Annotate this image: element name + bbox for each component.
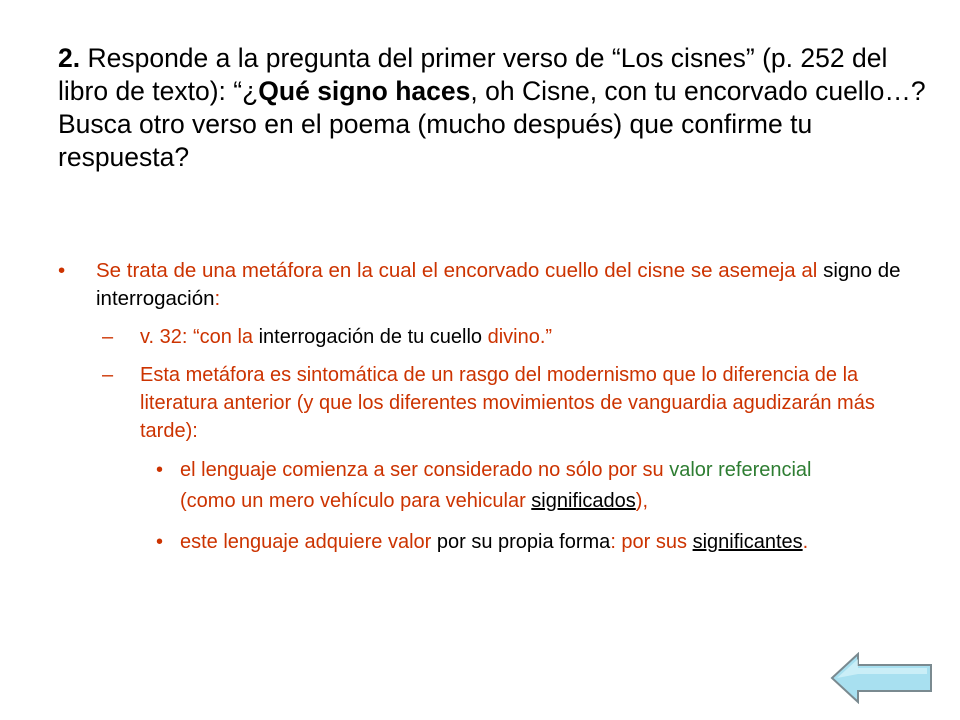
sub3-text-a: el lenguaje comienza a ser considerado no sólo por su: [180, 459, 670, 481]
sub4-text-a: este lenguaje adquiere: [180, 531, 388, 553]
sub-sub-bullet-referential: [58, 455, 860, 517]
sub-bullet-modernism: [58, 361, 880, 445]
title-bold-quote: Qué signo haces: [258, 76, 471, 106]
back-button[interactable]: [830, 652, 934, 704]
answer-list: [58, 257, 918, 568]
question-number: 2.: [58, 43, 81, 73]
sub4-text-f: significantes: [692, 531, 803, 553]
bullet1-text-c: :: [214, 287, 221, 310]
sub1-text-c: divino.”: [482, 326, 553, 348]
sub1-text-a: v. 32: “con la: [140, 326, 259, 348]
dash-marker: –: [102, 364, 114, 386]
slide-title: [58, 42, 928, 174]
back-arrow-icon: [830, 652, 934, 704]
sub-bullet-verse: [58, 323, 880, 351]
sub4-text-d: su propia forma: [471, 531, 611, 553]
sub4-text-g: .: [802, 531, 809, 553]
sub1-text-b: interrogación de tu cuello: [258, 326, 483, 348]
bullet1-text-a: Se trata de una metáfora en la cual el encorvado cuello del cisne se asemeja al: [96, 259, 824, 282]
sub3-text-b: valor referencial: [669, 459, 812, 481]
sub4-text-e: : por sus: [610, 531, 693, 553]
title-text-part2: , oh Cisne, con tu encorvado cuello…? Busca otro verso en el poema (mucho después) que confirme tu respuesta?: [58, 76, 926, 172]
dash-marker: –: [102, 326, 114, 348]
title-text-part1: Responde a la pregunta del primer verso de “Los cisnes” (p. 252 del libro de texto): “¿: [58, 43, 888, 106]
sub-sub-bullet-form: [58, 527, 860, 558]
bullet-marker: •: [58, 259, 66, 282]
bullet-marker: •: [156, 531, 164, 553]
sub3-text-d: significados: [531, 490, 636, 512]
sub2-text: Esta metáfora es sintomática de un rasgo del modernismo que lo diferencia de la literatura anterior (y que los diferentes movimientos de vanguardia agudizarán más tarde):: [140, 364, 875, 442]
bullet-marker: •: [156, 459, 164, 481]
sub3-text-e: ),: [635, 490, 649, 512]
sub3-text-c: (como un mero vehículo para vehicular: [180, 490, 532, 512]
bullet-metaphor: [58, 257, 918, 313]
bullet1-text-b: signo de interrogación: [96, 259, 901, 310]
sub4-text-c: por: [431, 531, 472, 553]
sub4-text-b: valor: [387, 531, 432, 553]
